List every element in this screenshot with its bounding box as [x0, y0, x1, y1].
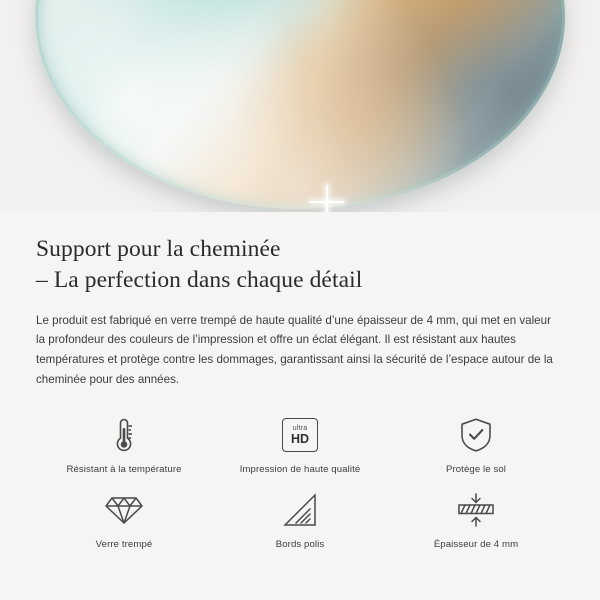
- feature-item: [212, 487, 388, 550]
- ultra-hd-big-text: HD: [290, 432, 310, 446]
- plate-rim: [35, 0, 565, 209]
- shield-check-icon: [459, 412, 493, 458]
- feature-item: [36, 412, 212, 475]
- feature-label: Résistant à la température: [66, 464, 182, 476]
- headline-line-1: Support pour la cheminée: [36, 236, 281, 262]
- product-description-text: Le produit est fabriqué en verre trempé de haute qualité d’une épaisseur de 4 mm, qui met en valeur la profondeur des couleurs de l’impression et offre un éclat élégant. Il est résistant aux hautes températures et protège contre les dommages, garantissant ainsi la sécurité de l’espace autour de la cheminée pour des années.: [36, 313, 553, 387]
- feature-label: Impression de haute qualité: [239, 464, 361, 476]
- headline-line-2: – La perfection dans chaque détail: [36, 267, 363, 294]
- glass-plate-image: [35, 0, 565, 209]
- feature-item: [388, 412, 564, 475]
- hero-image: [0, 0, 600, 212]
- page-title: [36, 234, 564, 297]
- thickness-icon: [455, 487, 497, 533]
- feature-label: Bords polis: [275, 539, 325, 551]
- feature-label: Verre trempé: [95, 539, 153, 551]
- feature-list: [36, 412, 564, 550]
- feature-item: [36, 487, 212, 550]
- polished-edges-icon: [283, 487, 317, 533]
- feature-label: Protège le sol: [445, 464, 507, 476]
- ultra-hd-icon: [282, 412, 318, 458]
- ultra-hd-small-text: ultra: [292, 425, 308, 432]
- thermometer-icon: [112, 412, 136, 458]
- feature-item: [388, 487, 564, 550]
- feature-label: Épaisseur de 4 mm: [433, 539, 519, 551]
- content-section: [0, 212, 600, 550]
- diamond-icon: [104, 487, 144, 533]
- feature-item: [212, 412, 388, 475]
